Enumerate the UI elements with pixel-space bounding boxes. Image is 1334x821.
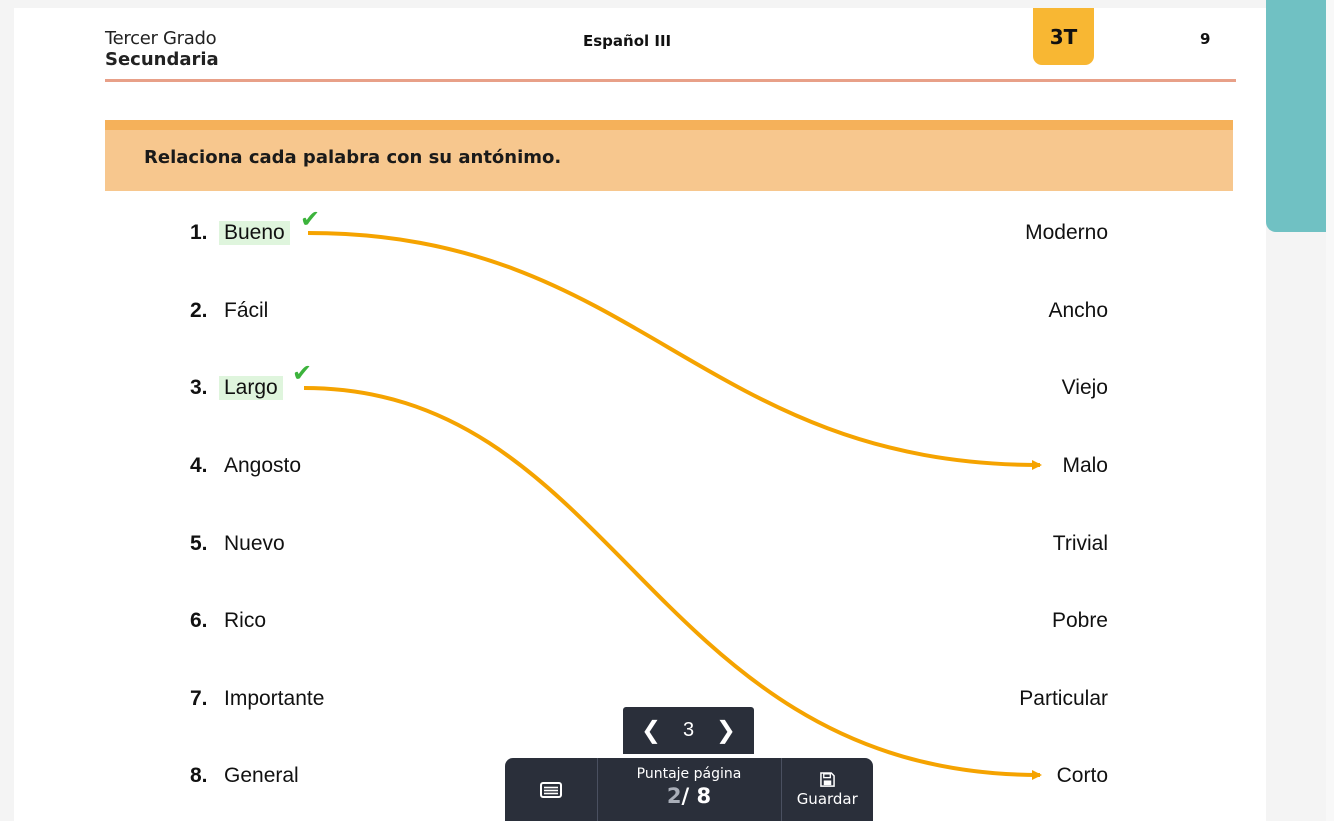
chevron-left-icon[interactable]: ❮	[641, 717, 662, 744]
menu-button[interactable]	[505, 758, 598, 821]
grade-line2: Secundaria	[105, 49, 219, 70]
right-item[interactable]: Trivial	[1052, 532, 1108, 555]
right-item[interactable]: Viejo	[1061, 376, 1108, 399]
right-item[interactable]: Pobre	[1051, 609, 1108, 632]
left-item[interactable]	[190, 529, 290, 559]
check-icon: ✔	[292, 360, 313, 387]
item-word[interactable]: General	[224, 764, 299, 787]
left-item[interactable]	[190, 296, 273, 326]
item-word[interactable]: Largo	[219, 376, 283, 400]
save-button[interactable]	[782, 758, 874, 821]
item-word[interactable]: Fácil	[224, 299, 269, 322]
right-item[interactable]: Moderno	[1025, 221, 1108, 244]
left-item[interactable]	[190, 606, 271, 636]
left-item[interactable]	[190, 451, 306, 481]
score-value	[667, 784, 711, 808]
grade-badge: 3T	[1033, 8, 1094, 65]
connection-line-bueno-malo	[308, 233, 1040, 465]
right-item[interactable]: Malo	[1062, 454, 1108, 477]
subject-title: Español III	[583, 32, 672, 50]
right-item[interactable]: Corto	[1056, 764, 1108, 787]
item-number: 7.	[190, 687, 208, 710]
page-number: 9	[1200, 30, 1211, 48]
score-label: Puntaje página	[636, 765, 742, 782]
instruction-text: Relaciona cada palabra con su antónimo.	[144, 147, 562, 168]
score-bar	[505, 758, 873, 821]
grade-line1: Tercer Grado	[105, 28, 217, 49]
left-item[interactable]	[190, 761, 304, 791]
item-number: 3.	[190, 376, 208, 399]
item-word[interactable]: Importante	[224, 687, 325, 710]
item-number: 8.	[190, 764, 208, 787]
page-score	[598, 758, 782, 821]
score-got: 2	[666, 783, 682, 808]
item-number: 6.	[190, 609, 208, 632]
check-icon: ✔	[300, 206, 321, 233]
page-pager	[623, 707, 754, 754]
item-number: 5.	[190, 532, 208, 555]
left-item[interactable]	[190, 684, 329, 714]
item-word[interactable]: Nuevo	[224, 532, 285, 555]
list-icon	[540, 782, 562, 798]
current-page: 3	[682, 719, 695, 741]
left-item[interactable]	[190, 373, 283, 403]
chevron-right-icon[interactable]: ❯	[715, 717, 736, 744]
item-word[interactable]: Rico	[224, 609, 267, 632]
item-word[interactable]: Bueno	[219, 221, 290, 245]
item-number: 2.	[190, 299, 208, 322]
item-number: 4.	[190, 454, 208, 477]
save-icon	[820, 772, 835, 787]
item-word[interactable]: Angosto	[224, 454, 302, 477]
right-item[interactable]: Particular	[1019, 687, 1108, 710]
right-item[interactable]: Ancho	[1048, 299, 1108, 322]
score-total: / 8	[681, 783, 712, 808]
item-number: 1.	[190, 221, 208, 244]
save-label: Guardar	[796, 789, 858, 808]
left-item[interactable]	[190, 218, 290, 248]
